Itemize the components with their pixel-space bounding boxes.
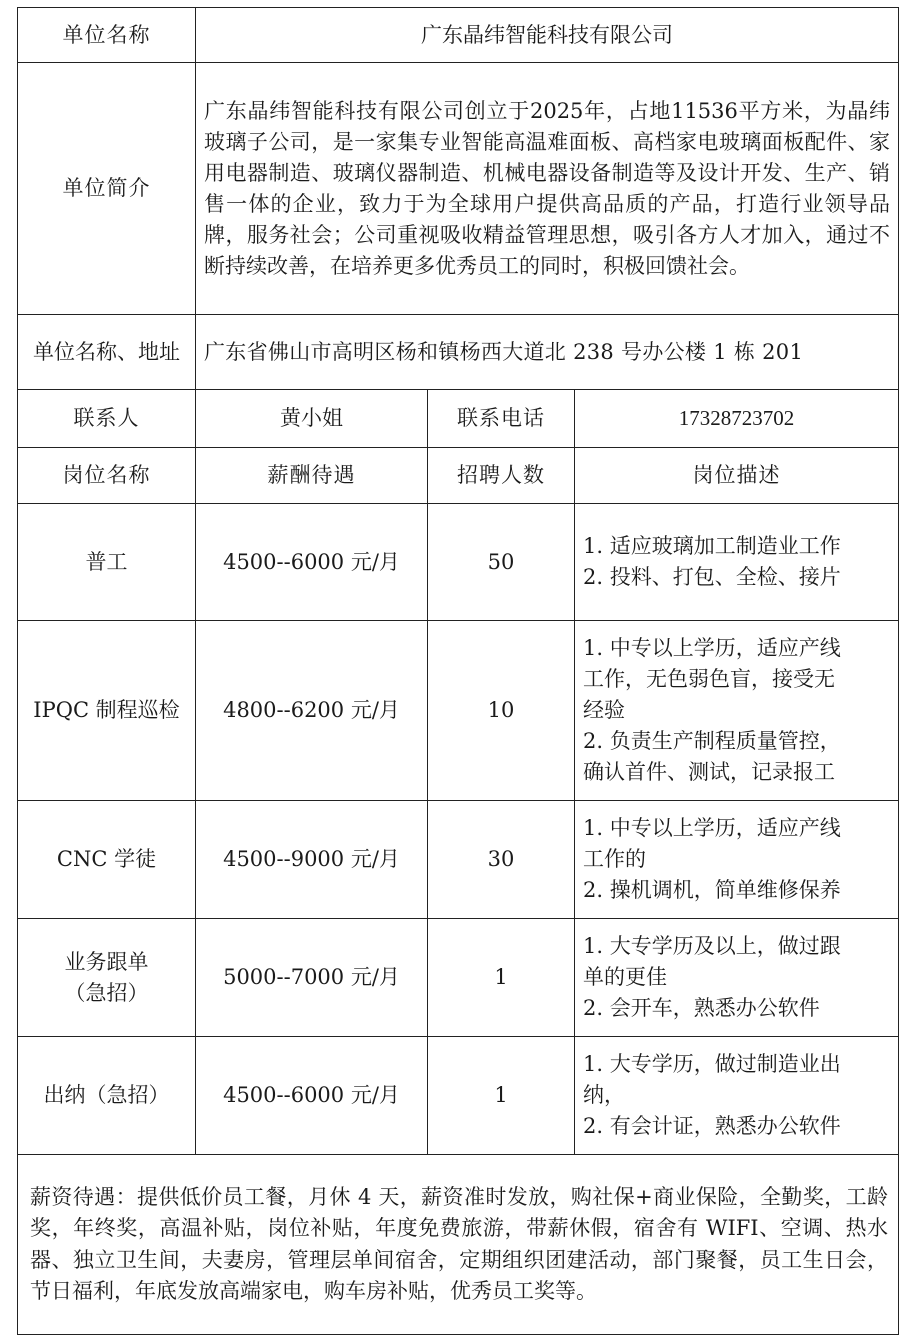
description-line: 1. 中专以上学历，适应产线 [583, 636, 841, 660]
description-line: 2. 投料、打包、全检、接片 [583, 565, 841, 589]
header-headcount: 招聘人数 [428, 448, 575, 504]
position-salary: 4500--6000 元/月 [196, 1037, 428, 1155]
description-line: 工作，无色弱色盲，接受无 [583, 667, 835, 691]
position-headcount: 1 [428, 1037, 575, 1155]
position-row [18, 621, 899, 801]
description-line: 经验 [583, 698, 625, 722]
position-row [18, 1037, 899, 1155]
header-position-name: 岗位名称 [18, 448, 196, 504]
header-description: 岗位描述 [575, 448, 899, 504]
company-name-label: 单位名称 [18, 8, 196, 63]
company-address-label: 单位名称、地址 [18, 315, 196, 390]
position-row [18, 504, 899, 621]
position-name: 业务跟单 （急招） [18, 919, 196, 1037]
contact-phone-number: 17328723702 [575, 390, 899, 448]
description-line: 工作的 [583, 847, 646, 871]
company-name-row [18, 8, 899, 63]
position-description [575, 801, 899, 919]
description-line: 确认首件、测试，记录报工 [583, 760, 835, 784]
position-headcount: 30 [428, 801, 575, 919]
position-name: 出纳（急招） [18, 1037, 196, 1155]
description-line: 1. 大专学历及以上，做过跟 [583, 934, 841, 958]
position-name: IPQC 制程巡检 [18, 621, 196, 801]
position-description [575, 504, 899, 621]
position-salary: 4500--9000 元/月 [196, 801, 428, 919]
company-name-value: 广东晶纬智能科技有限公司 [196, 8, 899, 63]
contact-person-name: 黄小姐 [196, 390, 428, 448]
company-intro-label: 单位简介 [18, 63, 196, 315]
header-salary: 薪酬待遇 [196, 448, 428, 504]
company-intro-text: 广东晶纬智能科技有限公司创立于2025年，占地11536平方米，为晶纬玻璃子公司，是一家集专业智能高温难面板、高档家电玻璃面板配件、家用电器制造、玻璃仪器制造、机械电器设备制造等及设计开发、生产、销售一体的企业，致力于为全球用户提供高品质的产品，打造行业领导品牌，服务社会；公司重视吸收精益管理思想，吸引各方人才加入，通过不断持续改善，在培养更多优秀员工的同时，积极回馈社会。 [196, 63, 899, 315]
position-salary: 4800--6200 元/月 [196, 621, 428, 801]
position-row [18, 919, 899, 1037]
position-row [18, 801, 899, 919]
positions-header-row [18, 448, 899, 504]
contact-person-label: 联系人 [18, 390, 196, 448]
company-intro-row [18, 63, 899, 315]
position-description [575, 919, 899, 1037]
company-address-row [18, 315, 899, 390]
position-name: CNC 学徒 [18, 801, 196, 919]
benefits-row [18, 1155, 899, 1335]
benefits-text: 薪资待遇：提供低价员工餐，月休 4 天，薪资准时发放，购社保+商业保险，全勤奖，工龄奖，年终奖，高温补贴，岗位补贴，年度免费旅游，带薪休假，宿舍有 WIFI、空调、热水器、独立卫生间，夫妻房，管理层单间宿舍，定期组织团建活动，部门聚餐，员工生日会，节日福利，年底发放高端家电，购车房补贴，优秀员工奖等。 [18, 1155, 899, 1335]
description-line: 纳， [583, 1083, 625, 1107]
description-line: 1. 中专以上学历，适应产线 [583, 816, 841, 840]
position-salary: 4500--6000 元/月 [196, 504, 428, 621]
contact-row [18, 390, 899, 448]
contact-phone-label: 联系电话 [428, 390, 575, 448]
position-salary: 5000--7000 元/月 [196, 919, 428, 1037]
position-headcount: 50 [428, 504, 575, 621]
position-headcount: 1 [428, 919, 575, 1037]
position-description [575, 1037, 899, 1155]
description-line: 2. 会开车，熟悉办公软件 [583, 996, 820, 1020]
description-line: 1. 适应玻璃加工制造业工作 [583, 534, 841, 558]
description-line: 2. 操机调机，简单维修保养 [583, 878, 841, 902]
description-line: 2. 负责生产制程质量管控， [583, 729, 841, 753]
description-line: 1. 大专学历，做过制造业出 [583, 1052, 841, 1076]
position-headcount: 10 [428, 621, 575, 801]
job-posting-table [17, 7, 899, 1335]
position-description [575, 621, 899, 801]
description-line: 单的更佳 [583, 965, 667, 989]
company-address-value: 广东省佛山市高明区杨和镇杨西大道北 238 号办公楼 1 栋 201 [196, 315, 899, 390]
position-name: 普工 [18, 504, 196, 621]
description-line: 2. 有会计证，熟悉办公软件 [583, 1114, 841, 1138]
